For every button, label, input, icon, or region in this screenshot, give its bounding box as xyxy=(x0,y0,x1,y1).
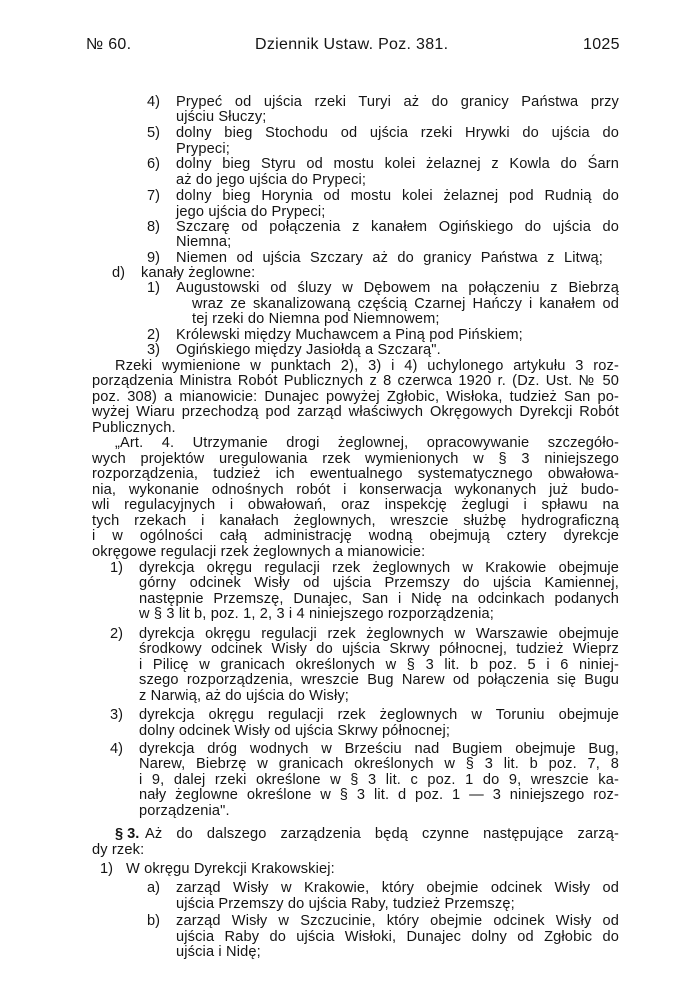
list-item-number: 4) xyxy=(147,94,160,110)
list-item-number: 9) xyxy=(147,250,160,266)
list-item-text: W okręgu Dyrekcji Krakowskiej: xyxy=(126,861,335,877)
section-label: d) xyxy=(112,265,125,281)
list-item-number: 6) xyxy=(147,156,160,172)
paragraph-line: Aż do dalszego zarządzenia będą czynne następujące zarzą- xyxy=(145,826,619,842)
list-item-number: 2) xyxy=(147,327,160,343)
list-item-text: i 9, dalej rzeki określone w § 3 lit. c poz. 1 do 9, wreszcie ka- xyxy=(139,772,619,788)
list-item-text: Prypeć od ujścia rzeki Turyi aż do granicy Państwa przy xyxy=(176,94,619,110)
paragraph-line: wych projektów uregulowania rzek wymienionych w § 3 niniejszego xyxy=(92,451,619,467)
paragraph-line: nia, wykonanie odnośnych robót i konserwacja wykonanych już budo- xyxy=(92,482,619,498)
list-item-text: dolny bieg Styru od mostu kolei żelaznej z Kowla do Śarn xyxy=(176,156,619,172)
paragraph-line: tych rzekach i kanałach żeglownych, wreszcie służbę hydrograficzną xyxy=(92,513,619,529)
paragraph-line: okręgowe regulacji rzek żeglownych a mianowicie: xyxy=(92,544,426,560)
list-item-number: b) xyxy=(147,913,160,929)
list-item-text: szego rozporządzenia, wreszcie Bug Narew od połączenia się Bugu xyxy=(139,672,619,688)
list-item-text: dyrekcja dróg wodnych w Brześciu nad Bugiem obejmuje Bug, xyxy=(139,741,619,757)
paragraph-line: poz. 308) a mianowicie: Dunajec powyżej Zgłobic, Wisłoka, tudzież San po- xyxy=(92,389,619,405)
list-item-text: porządzenia". xyxy=(139,803,230,819)
list-item-text: dyrekcja okręgu regulacji rzek żeglownych w Krakowie obejmuje xyxy=(139,560,619,576)
list-item-text: dolny odcinek Wisły od ujścia Skrwy północnej; xyxy=(139,723,451,739)
list-item-text: Królewski między Muchawcem a Piną pod Pińskiem; xyxy=(176,327,523,343)
list-item-number: 3) xyxy=(110,707,123,723)
list-item-number: 3) xyxy=(147,342,160,358)
paragraph-line: Publicznych. xyxy=(92,420,176,436)
section-heading: kanały żeglowne: xyxy=(141,265,256,281)
list-item-number: 4) xyxy=(110,741,123,757)
publication-title: Dziennik Ustaw. Poz. 381. xyxy=(255,36,449,53)
list-item-text: w § 3 lit b, poz. 1, 2, 3 i 4 niniejszego rozporządzenia; xyxy=(139,606,494,622)
list-item-text: wraz ze skanalizowaną częścią Czarnej Hańczy i kanałem od xyxy=(192,296,619,312)
list-item-text: Szczarę od połączenia z kanałem Ogińskiego do ujścia do xyxy=(176,219,619,235)
list-item-number: 1) xyxy=(147,280,160,296)
list-item-text: dolny bieg Stochodu od ujścia rzeki Hrywki do ujścia do xyxy=(176,125,619,141)
list-item-text: jego ujścia do Prypeci; xyxy=(176,204,326,220)
list-item-text: ujścia i Nidę; xyxy=(176,944,261,960)
list-item-number: a) xyxy=(147,880,160,896)
list-item-text: zarząd Wisły w Krakowie, który obejmie odcinek Wisły od xyxy=(176,880,619,896)
paragraph-line: porządzenia Ministra Robót Publicznych z 8 czerwca 1920 r. (Dz. Ust. № 50 xyxy=(92,373,619,389)
list-item-number: 7) xyxy=(147,188,160,204)
list-item-text: ujścia Raby do ujścia Wisłoki, Dunajec dolny od Zgłobic do xyxy=(176,929,619,945)
list-item-number: 8) xyxy=(147,219,160,235)
list-item-text: ujściu Słuczy; xyxy=(176,109,267,125)
list-item-text: następnie Przemszę, Dunajec, San i Nidę na odcinkach podanych xyxy=(139,591,619,607)
list-item-text: Niemna; xyxy=(176,234,232,250)
page-number: 1025 xyxy=(583,36,620,53)
list-item-number: 1) xyxy=(110,560,123,576)
list-item-text: aż do jego ujścia do Prypeci; xyxy=(176,172,367,188)
paragraph-line: „Art. 4. Utrzymanie drogi żeglownej, opracowywanie szczegóło- xyxy=(115,435,619,451)
list-item-text: Augustowski od śluzy w Dębowem na połączeniu z Biebrzą xyxy=(176,280,619,296)
list-item-text: ujścia Przemszy do ujścia Raby, tudzież Przemszę; xyxy=(176,896,515,912)
list-item-text: nały żeglowne określone w § 3 lit. d poz. 1 — 3 niniejszego roz- xyxy=(139,787,619,803)
list-item-text: dolny bieg Horynia od mostu kolei żelaznej pod Rudnią do xyxy=(176,188,619,204)
list-item-text: tej rzeki do Niemna pod Niemnowem; xyxy=(192,311,440,327)
list-item-text: Prypeci; xyxy=(176,141,230,157)
list-item-text: Ogińskiego między Jasiołdą a Szczarą". xyxy=(176,342,441,358)
list-item-text: dyrekcja okręgu regulacji rzek żeglownych w Warszawie obejmuje xyxy=(139,626,619,642)
list-item-text: Narew, Biebrzę w granicach określonych w § 3 lit. b poz. 7, 8 xyxy=(139,756,619,772)
list-item-number: 1) xyxy=(100,861,113,877)
list-item-text: i Pilicę w granicach określonych w § 3 lit. b poz. 5 i 6 niniej- xyxy=(139,657,619,673)
list-item-text: Niemen od ujścia Szczary aż do granicy Państwa z Litwą; xyxy=(176,250,603,266)
list-item-text: zarząd Wisły w Szczucinie, który obejmie odcinek Wisły od xyxy=(176,913,619,929)
paragraph-line: wli regulacyjnych i obwałowań, oraz inspekcję żeglugi i spławu na xyxy=(92,497,619,513)
paragraph-line: dy rzek: xyxy=(92,842,145,858)
paragraph-line: Rzeki wymienione w punktach 2), 3) i 4) uchylonego artykułu 3 roz- xyxy=(115,358,619,374)
list-item-text: dyrekcja okręgu regulacji rzek żeglownych w Toruniu obejmuje xyxy=(139,707,619,723)
list-item-number: 5) xyxy=(147,125,160,141)
paragraph-line: rozporządzenia, tudzież ich ewentualnego systematycznego obwałowa- xyxy=(92,466,619,482)
paragraph-line: wyżej Wiaru przechodzą pod zarząd właściwych Okręgowych Dyrekcji Robót xyxy=(92,404,619,420)
list-item-text: górny odcinek Wisły od ujścia Przemszy do ujścia Kamiennej, xyxy=(139,575,619,591)
section-label: § 3. xyxy=(115,826,140,842)
list-item-text: środkowy odcinek Wisły do ujścia Skrwy północnej, tudzież Wieprz xyxy=(139,641,619,657)
journal-number: № 60. xyxy=(86,36,132,53)
list-item-text: z Narwią, aż do ujścia do Wisły; xyxy=(139,688,349,704)
list-item-number: 2) xyxy=(110,626,123,642)
paragraph-line: i w ogólności całą administrację wodną obejmują cztery dyrekcje xyxy=(92,528,619,544)
